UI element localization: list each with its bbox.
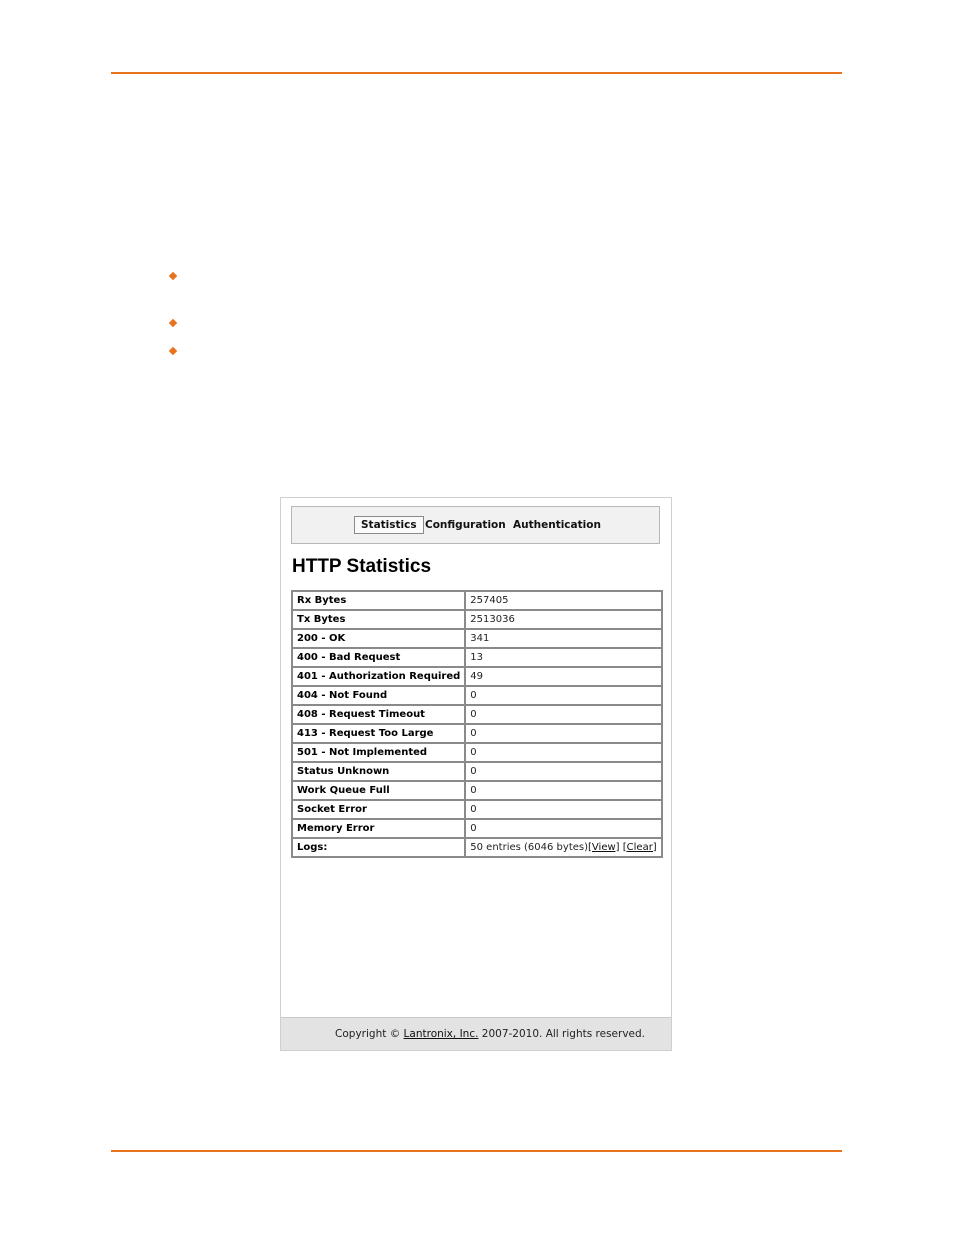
row-label: 200 - OK bbox=[292, 629, 465, 648]
row-label: 408 - Request Timeout bbox=[292, 705, 465, 724]
copyright-suffix: 2007-2010. All rights reserved. bbox=[481, 1028, 645, 1040]
copyright-text bbox=[335, 1028, 645, 1040]
row-label: 501 - Not Implemented bbox=[292, 743, 465, 762]
table-row bbox=[292, 800, 662, 819]
row-value: 13 bbox=[465, 648, 661, 667]
row-value: 0 bbox=[465, 819, 661, 838]
bullet-icon bbox=[169, 319, 177, 327]
footer bbox=[281, 1017, 671, 1050]
row-value: 0 bbox=[465, 724, 661, 743]
table-row bbox=[292, 781, 662, 800]
row-label: Status Unknown bbox=[292, 762, 465, 781]
bullet-icon bbox=[169, 347, 177, 355]
table-row bbox=[292, 629, 662, 648]
row-label: Tx Bytes bbox=[292, 610, 465, 629]
copyright-prefix: Copyright © bbox=[335, 1028, 401, 1040]
footer-rule bbox=[111, 1150, 842, 1152]
table-row bbox=[292, 648, 662, 667]
row-value: 0 bbox=[465, 762, 661, 781]
table-row bbox=[292, 705, 662, 724]
row-value: 49 bbox=[465, 667, 661, 686]
tab-authentication[interactable]: Authentication bbox=[513, 519, 601, 531]
tab-statistics[interactable]: Statistics bbox=[354, 516, 424, 534]
table-row-logs bbox=[292, 838, 662, 857]
table-row bbox=[292, 686, 662, 705]
stats-table bbox=[291, 590, 663, 858]
row-value bbox=[465, 838, 661, 857]
tab-configuration[interactable]: Configuration bbox=[425, 519, 506, 531]
row-value: 0 bbox=[465, 800, 661, 819]
clear-logs-link[interactable]: [Clear] bbox=[622, 841, 657, 853]
table-row bbox=[292, 610, 662, 629]
row-label: 404 - Not Found bbox=[292, 686, 465, 705]
bullet-icon bbox=[169, 272, 177, 280]
row-label: 413 - Request Too Large bbox=[292, 724, 465, 743]
row-value: 257405 bbox=[465, 591, 661, 610]
row-label: Rx Bytes bbox=[292, 591, 465, 610]
company-link[interactable]: Lantronix, Inc. bbox=[403, 1028, 479, 1040]
row-value: 0 bbox=[465, 743, 661, 762]
table-row bbox=[292, 743, 662, 762]
table-row bbox=[292, 724, 662, 743]
row-value: 341 bbox=[465, 629, 661, 648]
row-label: Logs: bbox=[292, 838, 465, 857]
table-row bbox=[292, 762, 662, 781]
row-value: 0 bbox=[465, 781, 661, 800]
row-label: 401 - Authorization Required bbox=[292, 667, 465, 686]
header-rule bbox=[111, 72, 842, 74]
http-statistics-screenshot bbox=[280, 497, 672, 1051]
row-value: 0 bbox=[465, 686, 661, 705]
row-label: Socket Error bbox=[292, 800, 465, 819]
row-label: 400 - Bad Request bbox=[292, 648, 465, 667]
table-row bbox=[292, 819, 662, 838]
row-label: Work Queue Full bbox=[292, 781, 465, 800]
logs-entries: 50 entries (6046 bytes) bbox=[470, 841, 589, 853]
row-label: Memory Error bbox=[292, 819, 465, 838]
view-logs-link[interactable]: [View] bbox=[588, 841, 620, 853]
table-row bbox=[292, 667, 662, 686]
table-row bbox=[292, 591, 662, 610]
page-title: HTTP Statistics bbox=[292, 556, 432, 577]
row-value: 0 bbox=[465, 705, 661, 724]
row-value: 2513036 bbox=[465, 610, 661, 629]
nav-bar bbox=[291, 506, 660, 544]
